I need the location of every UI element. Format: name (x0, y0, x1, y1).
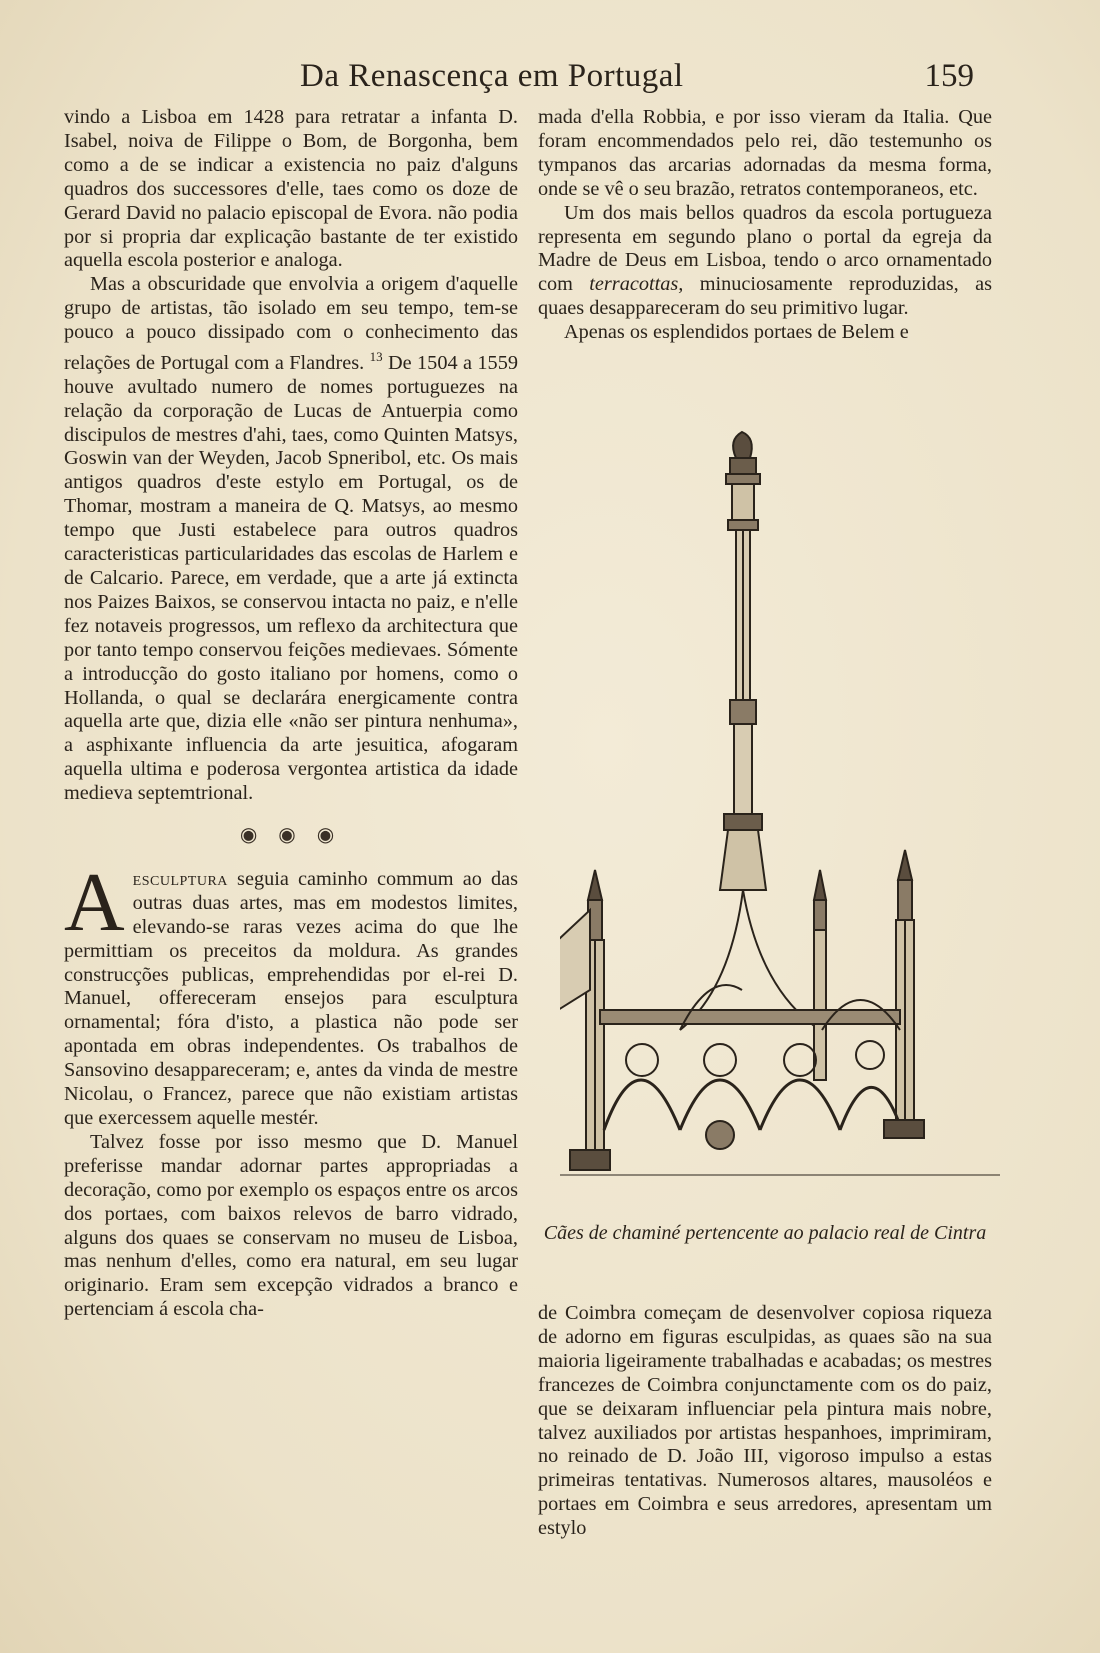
paragraph-text: seguia caminho commum ao das outras duas artes, mas em modestos limites, elevando-se raras vezes acima do que lhe permittiam os preceitos da moldura. As grandes construcções publicas, emprehendidas por el-rei D. Manuel, offereceram ensejos para esculptura ornamental; fóra d'isto, a plastica não pode ser apontada em obras independentes. Os trabalhos de Sansovino desappareceram; e, antes da vinda de mestre Nicolau, o Francez, parece que não existiam artistas que exercessem aquelle mestér. (64, 867, 519, 1130)
right-column-bottom (538, 1302, 992, 1541)
left-column (64, 106, 518, 1322)
page-header (300, 58, 980, 102)
italic-word: terracottas, (589, 273, 684, 296)
andiron-engraving (560, 430, 1000, 1220)
paragraph-text: Mas a obscuridade que envolvia a origem d'aquelle grupo de artistas, tão isolado em seu tempo, tem-se pouco a pouco dissipado com o conhecimento das relações de Portugal com a Flandres. (64, 273, 518, 374)
paragraph: Talvez fosse por isso mesmo que D. Manuel preferisse mandar adornar partes appropriadas a decoração, como por exemplo os espaços entre os arcos dos portaes, com baixos relevos de barro vidrado, alguns dos quaes se conservam no museu de Lisboa, mas nenhum d'elles, como era natural, em seu lugar originario. Eram sem excepção vidrados a branco e pertenciam á escola cha- (64, 1130, 518, 1321)
paragraph (64, 855, 519, 1131)
paragraph: Apenas os esplendidos portaes de Belem e (564, 321, 909, 344)
andiron-illustration (560, 430, 1000, 1220)
right-column-top (538, 106, 992, 345)
paragraph-text: Um dos mais bellos quadros da escola portugueza representa em segundo plano o portal da egreja da Madre de Deus em Lisboa, tendo o arco ornamentado com (538, 201, 992, 296)
paragraph-text: minuciosamente reproduzidas, as quaes desappareceram do seu primitivo lugar. (538, 273, 992, 320)
paragraph (538, 202, 992, 322)
paragraph: vindo a Lisboa em 1428 para retratar a infanta D. Isabel, noiva de Filippe o Bom, de Borgonha, bem como a de se indicar a existencia no paiz d'alguns quadros dos successores d'elle, taes como os doze de Gerard David no palacio episcopal de Evora. não podia por si propria dar explicação bastante de ter existido aquella escola posterior e analoga. (64, 106, 518, 272)
small-caps-word: esculptura (132, 867, 228, 890)
paragraph: de Coimbra começam de desenvolver copiosa riqueza de adorno em figuras esculpidas, as quaes são na sua maioria ligeiramente trabalhadas e acabadas; os mestres francezes de Coimbra conjunctamente com os do paiz, que se deixaram influenciar pela pintura mais nobre, talvez auxiliados por artistas hespanhoes, imprimiram, no reinado de D. João III, vigoroso impulso a estas primeiras tentativas. Numerosos altares, mausoléos e portaes em Coimbra e seus arredores, apresentam um estylo (538, 1302, 992, 1540)
paragraph: mada d'ella Robbia, e por isso vieram da Italia. Que foram encommendados pelo rei, dão testemunho os tympanos das arcarias adornadas da mesma forma, onde se vê o seu brazão, retratos contemporaneos, etc. (538, 106, 992, 200)
section-ornament: ◉ ◉ ◉ (239, 824, 343, 847)
figure-caption: Cães de chaminé pertencente ao palacio real de Cintra (543, 1222, 987, 1244)
page-number: 159 (924, 58, 974, 94)
footnote-marker: 13 (369, 349, 383, 365)
paragraph-text: De 1504 a 1559 houve avultado numero de nomes portuguezes na relação da corporação de Lucas de Antuerpia como discipulos de mestres d'ahi, taes, como Quinten Matsys, Goswin van der Weyden, Jacob Spneribol, etc. Os mais antigos quadros d'este estylo em Portugal, os de Thomar, mostram a maneira de Q. Matsys, ao mesmo tempo que Justi estabelece para outros quadros caracteristicas particularidades das escolas de Harlem e de Calcario. Parece, em verdade, que a arte já extincta nos Paizes Baixos, se conservou intacta no paiz, e n'elle fez notaveis progressos, um reflexo da architectura que por tanto tempo conservou feições medievaes. Sómente a introducção do gosto italiano por homens, como o Hollanda, o qual se declarára energicamente contra aquella arte que, dizia elle «não ser pintura nenhuma», a asphixante influencia da arte jesuitica, afogaram aquella ultima e poderosa vergontea artistica da idade medieva septemtrional. (64, 351, 518, 805)
running-title: Da Renascença em Portugal (300, 58, 684, 94)
drop-cap: A (64, 855, 125, 949)
paragraph (64, 273, 518, 806)
